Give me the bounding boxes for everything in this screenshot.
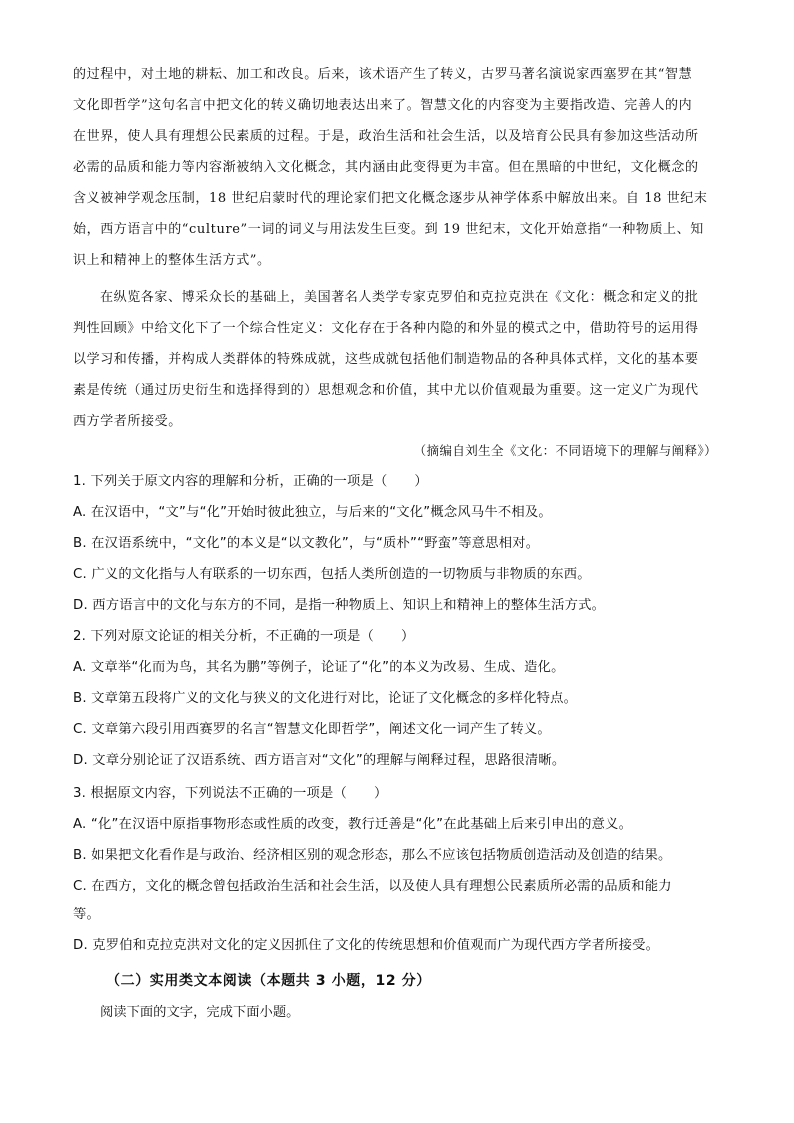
question-1 bbox=[73, 468, 733, 620]
option-a: A. “化”在汉语中原指事物形态或性质的改变，教行迁善是“化”在此基础上后来引申出的意义。 bbox=[73, 817, 633, 832]
section-intro: 阅读下面的文字，完成下面小题。 bbox=[100, 1005, 300, 1020]
option-d: D. 西方语言中的文化与东方的不同，是指一种物质上、知识上和精神上的整体生活方式。 bbox=[73, 598, 606, 613]
passage-paragraph bbox=[73, 282, 723, 437]
option-c: C. 文章第六段引用西赛罗的名言“智慧文化即哲学”，阐述文化一词产生了转义。 bbox=[73, 722, 551, 737]
text-line: 在纵览各家、博采众长的基础上，美国著名人类学专家克罗伯和克拉克洪在《文化：概念和定义的批 bbox=[100, 290, 699, 305]
question-3 bbox=[73, 780, 733, 960]
option-b: B. 文章第五段将广义的文化与狭义的文化进行对比，论证了文化概念的多样化特点。 bbox=[73, 691, 578, 706]
text-line: 识上和精神上的整体生活方式”。 bbox=[73, 253, 271, 268]
text-line: 必需的品质和能力等内容渐被纳入文化概念，其内涵由此变得更为丰富。但在黑暗的中世纪，文化概念的 bbox=[73, 160, 699, 175]
question-stem: 2. 下列对原文论证的相关分析，不正确的一项是（ ） bbox=[73, 629, 415, 644]
text-line: 在世界，使人具有理想公民素质的过程。于是，政治生活和社会生活，以及培育公民具有参加这些活动所 bbox=[73, 129, 699, 144]
question-stem: 1. 下列关于原文内容的理解和分析，正确的一项是（ ） bbox=[73, 474, 428, 489]
option-d: D. 文章分别论证了汉语系统、西方语言对“文化”的理解与阐释过程，思路很清晰。 bbox=[73, 753, 566, 768]
option-a: A. 在汉语中，“文”与“化”开始时彼此独立，与后来的“文化”概念风马牛不相及。 bbox=[73, 505, 552, 520]
text-line: 西方学者所接受。 bbox=[73, 414, 182, 429]
text-line: 文化即哲学”这句名言中把文化的转义确切地表达出来了。智慧文化的内容变为主要指改造、完善人的内 bbox=[73, 98, 693, 113]
text-line: 始，西方语言中的“culture”一词的词义与用法发生巨变。到 19 世纪末，文化开始意指“一种物质上、知 bbox=[73, 222, 704, 237]
text-line: 判性回顾》中给文化下了一个综合性定义：文化存在于各种内隐的和外显的模式之中，借助符号的运用得 bbox=[73, 321, 699, 336]
option-d: D. 克罗伯和克拉克洪对文化的定义因抓住了文化的传统思想和价值观而广为现代西方学者所接受。 bbox=[73, 938, 660, 953]
text-line: 的过程中，对土地的耕耘、加工和改良。后来，该术语产生了转义，古罗马著名演说家西塞罗在其“智慧 bbox=[73, 67, 693, 82]
passage-paragraph bbox=[73, 59, 723, 276]
option-c: C. 在西方，文化的概念曾包括政治生活和社会生活，以及使人具有理想公民素质所必需的品质和能力 bbox=[73, 879, 672, 894]
question-stem: 3. 根据原文内容，下列说法不正确的一项是（ ） bbox=[73, 786, 388, 801]
option-b: B. 如果把文化看作是与政治、经济相区别的观念形态，那么不应该包括物质创造活动及创造的结果。 bbox=[73, 848, 672, 863]
option-c: C. 广义的文化指与人有联系的一切东西，包括人类所创造的一切物质与非物质的东西。 bbox=[73, 567, 591, 582]
section-heading: （二）实用类文本阅读（本题共 3 小题，12 分） bbox=[106, 973, 431, 989]
source-citation: （摘编自刘生全《文化：不同语境下的理解与阐释》） bbox=[413, 443, 717, 458]
text-line: 含义被神学观念压制，18 世纪启蒙时代的理论家们把文化概念逐步从神学体系中解放出来。自 18 世纪末 bbox=[73, 191, 708, 206]
option-c-continued: 等。 bbox=[73, 907, 100, 922]
option-a: A. 文章举“化而为鸟，其名为鹏”等例子，论证了“化”的本义为改易、生成、造化。 bbox=[73, 660, 565, 675]
text-line: 以学习和传播，并构成人类群体的特殊成就，这些成就包括他们制造物品的各种具体式样，文化的基本要 bbox=[73, 352, 699, 367]
option-b: B. 在汉语系统中，“文化”的本义是“以文教化”，与“质朴”“野蛮”等意思相对。 bbox=[73, 536, 540, 551]
question-2 bbox=[73, 623, 733, 775]
text-line: 素是传统（通过历史衍生和选择得到的）思想观念和价值，其中尤以价值观最为重要。这一定义广为现代 bbox=[73, 383, 699, 398]
